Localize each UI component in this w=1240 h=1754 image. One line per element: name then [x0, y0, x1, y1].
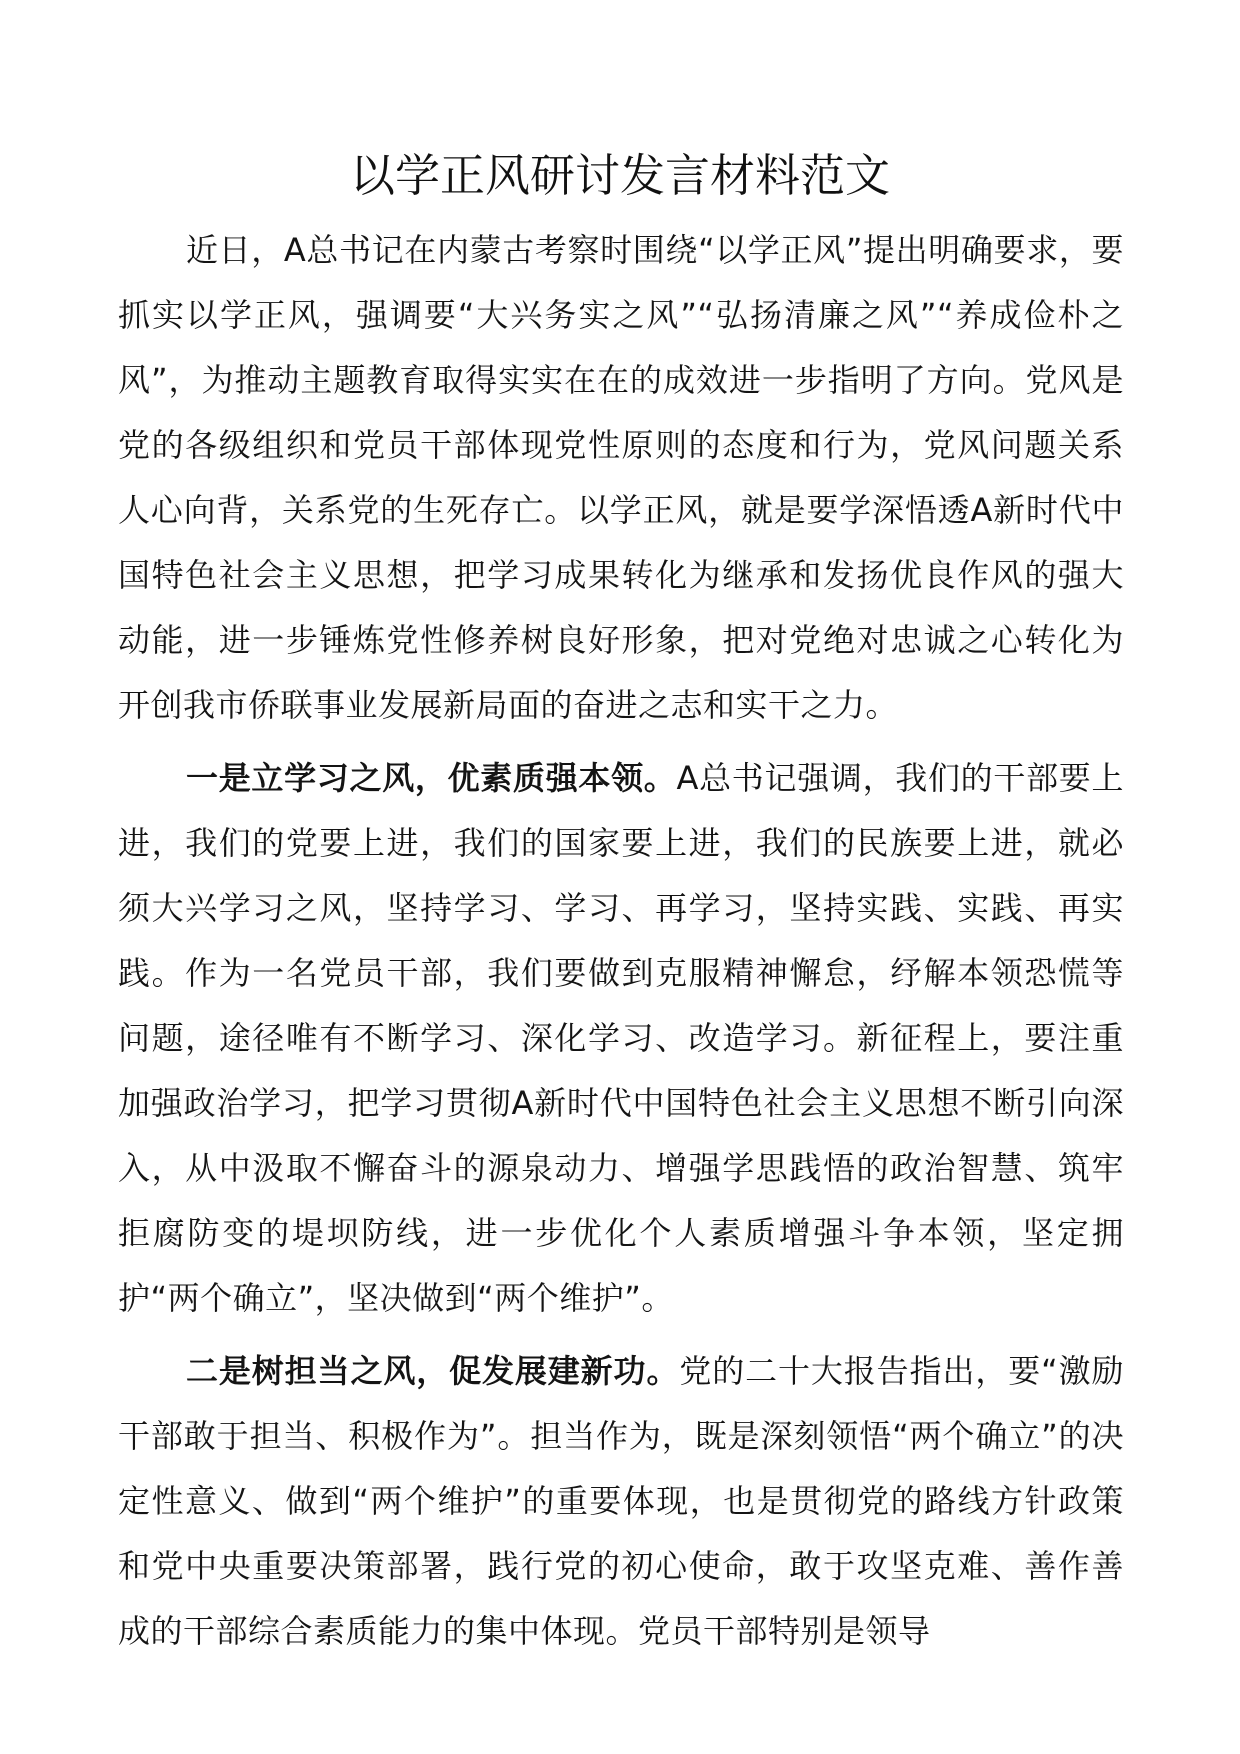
paragraph-study	[118, 746, 1124, 1331]
paragraph-responsibility	[118, 1339, 1124, 1664]
document-body	[118, 218, 1124, 1664]
paragraph-intro	[118, 218, 1124, 738]
paragraph-text: A总书记强调，我们的干部要上进，我们的党要上进，我们的国家要上进，我们的民族要上进，就必须大兴学习之风，坚持学习、学习、再学习，坚持实践、实践、再实践。作为一名党员干部，我们要做到克服精神懈怠，纾解本领恐慌等问题，途径唯有不断学习、深化学习、改造学习。新征程上，要注重加强政治学习，把学习贯彻A新时代中国特色社会主义思想不断引向深入，从中汲取不懈奋斗的源泉动力、增强学思践悟的政治智慧、筑牢拒腐防变的堤坝防线，进一步优化个人素质增强斗争本领，坚定拥护“两个确立”，坚决做到“两个维护”。	[118, 759, 1124, 1317]
paragraph-gap	[118, 1331, 1124, 1339]
paragraph-lead: 一是立学习之风，优素质强本领。	[186, 759, 677, 797]
paragraph-text: 党的二十大报告指出，要“激励干部敢于担当、积极作为”。担当作为，既是深刻领悟“两个确立”的决定性意义、做到“两个维护”的重要体现，也是贯彻党的路线方针政策和党中央重要决策部署，践行党的初心使命，敢于攻坚克难、善作善成的干部综合素质能力的集中体现。党员干部特别是领导	[118, 1352, 1124, 1650]
paragraph-gap	[118, 738, 1124, 746]
paragraph-lead: 二是树担当之风，促发展建新功。	[186, 1352, 680, 1390]
paragraph-text: 近日，A总书记在内蒙古考察时围绕“以学正风”提出明确要求，要抓实以学正风，强调要“大兴务实之风”“弘扬清廉之风”“养成俭朴之风”，为推动主题教育取得实实在在的成效进一步指明了方向。党风是党的各级组织和党员干部体现党性原则的态度和行为，党风问题关系人心向背，关系党的生死存亡。以学正风，就是要学深悟透A新时代中国特色社会主义思想，把学习成果转化为继承和发扬优良作风的强大动能，进一步锤炼党性修养树良好形象，把对党绝对忠诚之心转化为开创我市侨联事业发展新局面的奋进之志和实干之力。	[118, 231, 1124, 724]
document-title: 以学正风研讨发言材料范文	[349, 149, 890, 202]
